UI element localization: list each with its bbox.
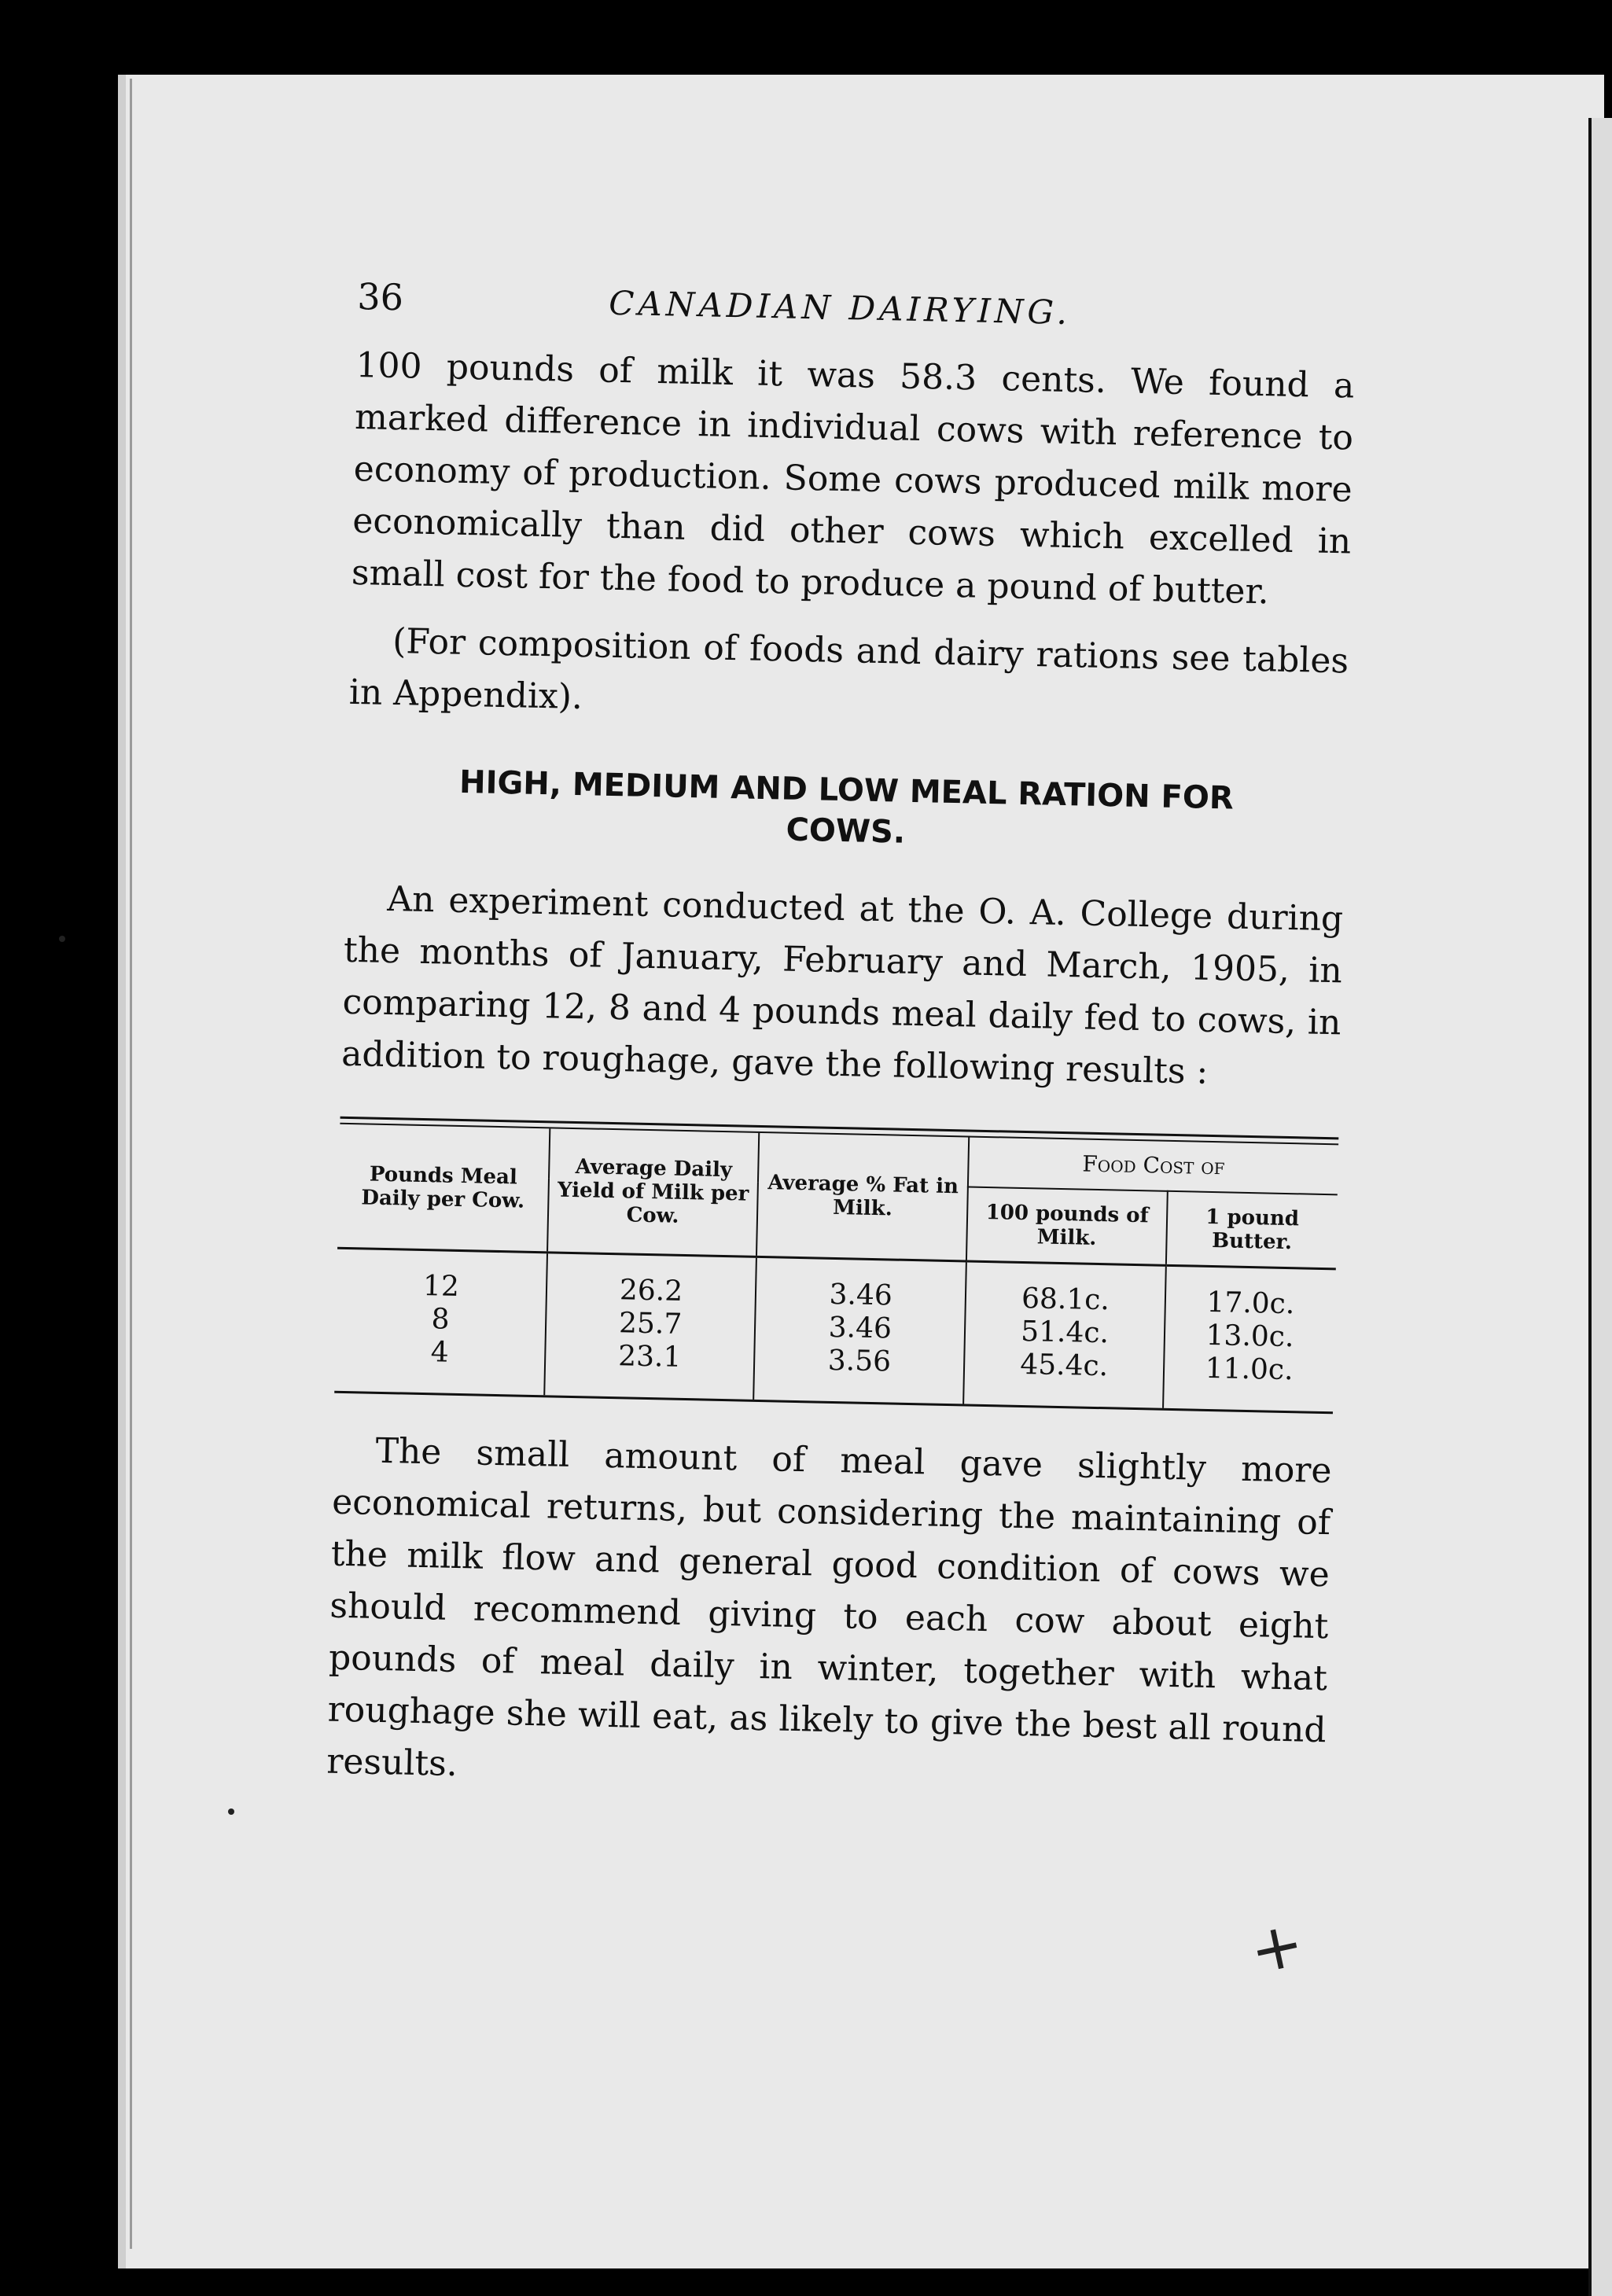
meal-column <box>334 1248 547 1395</box>
section-heading-line1: HIGH, MEDIUM AND LOW MEAL RATION FOR <box>458 763 1235 817</box>
table-cell: 3.56 <box>827 1344 892 1378</box>
section-heading <box>346 760 1346 863</box>
facing-page-edge <box>1588 118 1612 2296</box>
page-gutter-line <box>130 79 132 2249</box>
fat-column <box>754 1257 966 1404</box>
header-meal: Pounds Meal Daily per Cow. <box>337 1124 550 1253</box>
scan-speck <box>228 1808 234 1815</box>
table-cell: 23.1 <box>617 1340 682 1374</box>
header-food-cost: Food Cost of <box>968 1138 1338 1195</box>
header-fat: Average % Fat in Milk. <box>756 1133 969 1261</box>
results-table <box>334 1117 1338 1415</box>
pencil-cross-mark: + <box>1243 1906 1310 1989</box>
paragraph-1: 100 pounds of milk it was 58.3 cents. We found a marked difference in individual cows with reference to economy of production. Some cows produced milk more economically than did other cows which excelled in small cost for the food to produce a pound of butter. <box>351 344 1355 613</box>
table-cell: 4 <box>430 1336 450 1369</box>
header-yield: Average Daily Yield of Milk per Cow. <box>547 1128 760 1257</box>
table-cell: 12 <box>422 1270 460 1303</box>
paragraph-2: (For composition of foods and dairy rations see tables in Appendix). <box>348 621 1349 718</box>
paragraph-4: The small amount of meal gave slightly more economical returns, but considering the maintaining of the milk flow and general good condition of cows we should recommend giving to each cow about eight pounds of meal daily in winter, together with what roughage she will eat, as likely to give the best all round results. <box>326 1430 1332 1785</box>
table-data-row <box>334 1248 1336 1411</box>
table-cell: 45.4c. <box>1019 1348 1109 1383</box>
page-number: 36 <box>356 275 404 319</box>
table-cell: 68.1c. <box>1021 1282 1110 1317</box>
running-title: CANADIAN DAIRYING. <box>608 283 1072 332</box>
yield-column <box>544 1253 756 1400</box>
paragraph-3: An experiment conducted at the O. A. College during the months of January, February and March, 1905, in comparing 12, 8 and 4 pounds meal daily fed to cows, in addition to roughage, gave the following results : <box>340 878 1344 1092</box>
table-cell: 26.2 <box>619 1274 683 1308</box>
table-cell: 3.46 <box>828 1311 892 1345</box>
page-content <box>326 275 1356 1808</box>
table-cell: 3.46 <box>829 1278 893 1312</box>
header-cost-butter: 1 pound Butter. <box>1166 1191 1338 1269</box>
table-cell: 8 <box>431 1303 450 1336</box>
cost-butter-column <box>1163 1265 1336 1411</box>
scan-speck <box>59 936 65 942</box>
table-cell: 11.0c. <box>1205 1352 1294 1387</box>
section-heading-line2: COWS. <box>786 811 906 851</box>
table-cell: 17.0c. <box>1206 1286 1295 1321</box>
header-cost-milk: 100 pounds of Milk. <box>966 1187 1168 1266</box>
table-cell: 51.4c. <box>1020 1315 1110 1350</box>
table-cell: 13.0c. <box>1205 1319 1294 1354</box>
table-cell: 25.7 <box>618 1307 683 1341</box>
cost-milk-column <box>963 1261 1166 1408</box>
